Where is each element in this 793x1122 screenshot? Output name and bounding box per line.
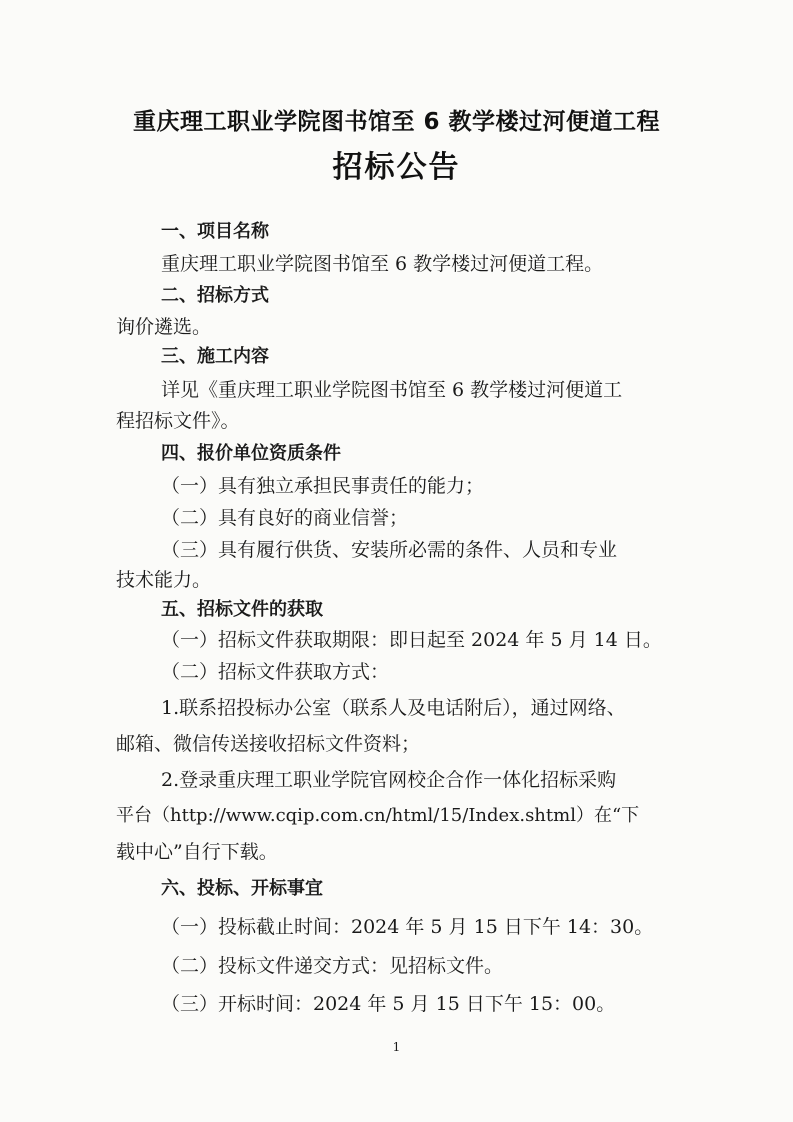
- section-6-item-1: （一）投标截止时间：2024 年 5 月 15 日下午 14：30。: [161, 916, 654, 938]
- section-2-heading: 二、招标方式: [161, 285, 269, 306]
- section-5-heading: 五、招标文件的获取: [161, 599, 323, 620]
- section-1-heading: 一、项目名称: [161, 221, 269, 242]
- page-number: 1: [392, 1040, 401, 1054]
- section-5-item-2-2-line-2: 平台（http://www.cqip.com.cn/html/15/Index.shtml）在“下: [116, 805, 640, 826]
- section-5-item-2: （二）招标文件获取方式：: [161, 661, 390, 683]
- section-1-text: 重庆理工职业学院图书馆至 6 教学楼过河便道工程。: [161, 253, 604, 275]
- section-5-item-2-1-line-2: 邮箱、微信传送接收招标文件资料；: [116, 733, 421, 755]
- section-4-item-1: （一）具有独立承担民事责任的能力；: [161, 475, 485, 497]
- document-subtitle: 招标公告: [332, 150, 461, 185]
- section-3-text-line-2: 程招标文件》。: [116, 410, 240, 432]
- section-4-item-2: （二）具有良好的商业信誉；: [161, 507, 409, 529]
- section-5-item-2-2-line-3: 载中心”自行下载。: [116, 841, 278, 863]
- document-title: 重庆理工职业学院图书馆至 6 教学楼过河便道工程: [132, 109, 661, 135]
- section-4-item-3-line-2: 技术能力。: [116, 569, 212, 591]
- section-4-item-3-line-1: （三）具有履行供货、安装所必需的条件、人员和专业: [161, 539, 618, 561]
- section-6-item-2: （二）投标文件递交方式：见招标文件。: [161, 955, 504, 977]
- section-6-heading: 六、投标、开标事宜: [161, 878, 323, 899]
- section-5-item-1: （一）招标文件获取期限：即日起至 2024 年 5 月 14 日。: [161, 629, 662, 651]
- section-5-item-2-2-line-1: 2.登录重庆理工职业学院官网校企合作一体化招标采购: [161, 769, 617, 791]
- section-3-text-line-1: 详见《重庆理工职业学院图书馆至 6 教学楼过河便道工: [161, 379, 623, 401]
- section-5-item-2-1-line-1: 1.联系招投标办公室（联系人及电话附后），通过网络、: [161, 697, 626, 719]
- section-2-text: 询价遴选。: [116, 316, 212, 338]
- section-3-heading: 三、施工内容: [161, 346, 269, 367]
- section-6-item-3: （三）开标时间：2024 年 5 月 15 日下午 15：00。: [161, 993, 616, 1015]
- section-4-heading: 四、报价单位资质条件: [161, 443, 341, 464]
